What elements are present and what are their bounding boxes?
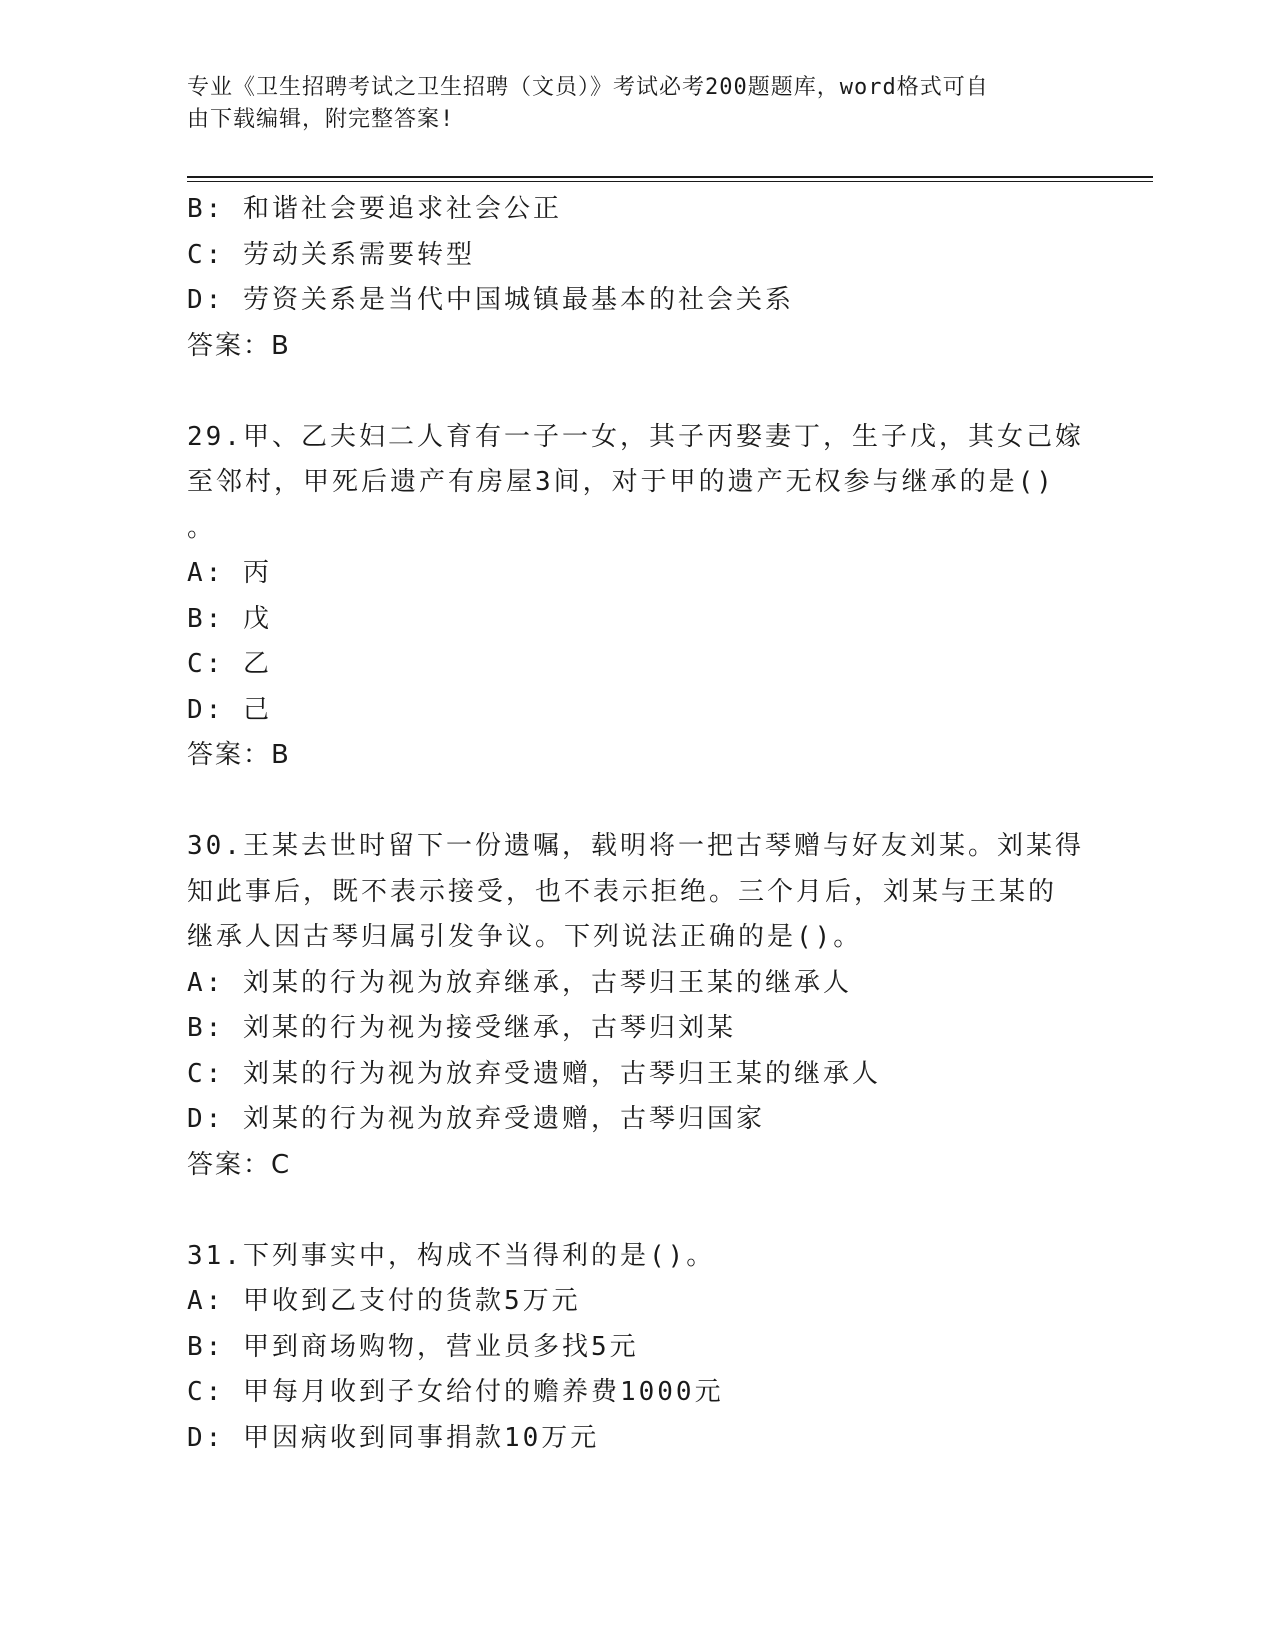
answer-line: 答案：B bbox=[187, 330, 291, 361]
question-stem-line: 。 bbox=[187, 512, 217, 543]
header-divider-thin bbox=[187, 181, 1153, 182]
spacer bbox=[187, 779, 1087, 825]
header-line-2: 由下载编辑，附完整答案! bbox=[187, 107, 455, 132]
question-stem-line: 至邻村，甲死后遗产有房屋3间，对于甲的遗产无权参与继承的是() bbox=[187, 467, 1055, 497]
question-stem-line: 继承人因古琴归属引发争议。下列说法正确的是()。 bbox=[187, 922, 863, 952]
question-list bbox=[187, 187, 1087, 1461]
question-stem-line: 30.王某去世时留下一份遗嘱，载明将一把古琴赠与好友刘某。刘某得 bbox=[187, 831, 1084, 861]
header-divider-thick bbox=[187, 176, 1153, 178]
option-d: D: 甲因病收到同事捐款10万元 bbox=[187, 1422, 600, 1453]
option-b: B: 和谐社会要追求社会公正 bbox=[187, 194, 562, 224]
option-a: A: 刘某的行为视为放弃继承，古琴归王某的继承人 bbox=[187, 967, 852, 998]
option-c: C: 甲每月收到子女给付的赡养费1000元 bbox=[187, 1377, 724, 1407]
question-stem-line: 31.下列事实中，构成不当得利的是()。 bbox=[187, 1240, 716, 1271]
answer-line: 答案：C bbox=[187, 1149, 292, 1180]
question-31 bbox=[187, 1234, 1087, 1462]
answer-line: 答案：B bbox=[187, 740, 291, 770]
option-d: D: 刘某的行为视为放弃受遗赠，古琴归国家 bbox=[187, 1104, 765, 1134]
question-30 bbox=[187, 824, 1087, 1188]
document-header bbox=[187, 72, 1087, 136]
question-stem-line: 知此事后，既不表示接受，也不表示拒绝。三个月后，刘某与王某的 bbox=[187, 876, 1058, 907]
option-c: C: 乙 bbox=[187, 649, 272, 679]
option-d: D: 劳资关系是当代中国城镇最基本的社会关系 bbox=[187, 285, 794, 315]
spacer bbox=[187, 1188, 1087, 1234]
option-a: A: 甲收到乙支付的货款5万元 bbox=[187, 1286, 581, 1316]
question-29 bbox=[187, 415, 1087, 779]
option-c: C: 刘某的行为视为放弃受遗赠，古琴归王某的继承人 bbox=[187, 1058, 881, 1089]
option-a: A: 丙 bbox=[187, 558, 272, 588]
option-b: B: 刘某的行为视为接受继承，古琴归刘某 bbox=[187, 1013, 736, 1043]
spacer bbox=[187, 369, 1087, 415]
question-28-continued bbox=[187, 187, 1087, 369]
option-b: B: 甲到商场购物，营业员多找5元 bbox=[187, 1331, 639, 1362]
option-c: C: 劳动关系需要转型 bbox=[187, 239, 475, 270]
header-line-1: 专业《卫生招聘考试之卫生招聘（文员）》考试必考200题题库，word格式可自 bbox=[187, 75, 989, 100]
option-b: B: 戊 bbox=[187, 603, 272, 634]
question-stem-line: 29.甲、乙夫妇二人育有一子一女，其子丙娶妻丁，生子戊，其女己嫁 bbox=[187, 421, 1084, 452]
option-d: D: 己 bbox=[187, 694, 272, 725]
